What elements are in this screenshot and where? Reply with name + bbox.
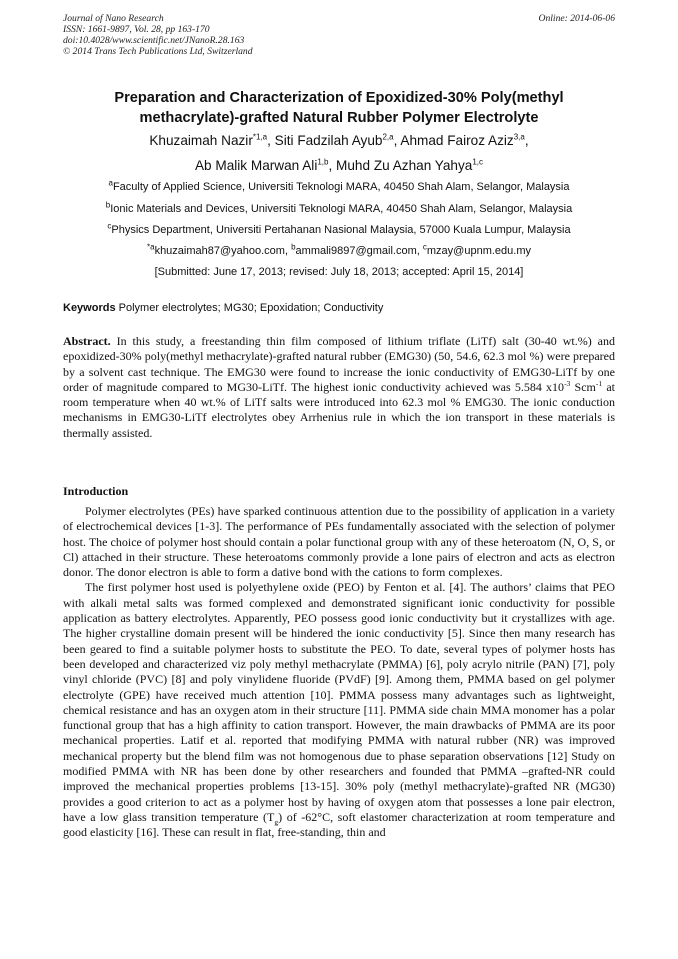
author-sep: , (328, 158, 337, 173)
paragraph (63, 580, 615, 840)
keywords-text: Polymer electrolytes; MG30; Epoxidation; Conductivity (118, 302, 384, 314)
author-emails: $^{*a}$khuzaimah87@yahoo.com, $^b$ammali9897@gmail.com, $^c$mzay@upnm.edu.my (147, 242, 531, 257)
paragraph-text: The first polymer host used is polyethylene oxide (PEO) by Fenton et al. [4]. The authors’ claims that PEO with alkali metal salts was formed complexed and demonstrated significant ionic conductivity for possible application as battery electrolytes. Apparently, PEO possess good ionic conductivity but it crystallizes with age. The higher crystalline domain present will be hindered the ionic conductivity [5]. Since then many research has been geared to find a suitable polymer hosts to substitute the PEO. To date, several types of polymer hosts has been developed and characterized viz poly methyl methacrylate (PMMA) [6], poly acrylo nitrile (PAN) [7], poly vinyl chloride (PVC) [8] and poly vinylidene fluoride (PVdF) [9]. Among them, PMMA based on gel polymer electrolyte (GPE) have received much attention [10]. PMMA possess many advantages such as lightweight, chemical resistance and has an oxygen atom in their structure [11]. PMMA side chain MMA monomer has a polar functional group that has a high affinity to cation transport. However, the main drawbacks of PMMA are its poor mechanical properties. Latif et al. reported that modifying PMMA with natural rubber (NR) was improved mechanical property but the blend film was not homogenous due to phase separation observations [12] Study on modified PMMA with NR has been done by other researchers and founded that PMMA –grafted-NR could improved the mechanical properties problems [13-15]. 30% poly (methyl methacrylate)-grafted NR (MG30) provides a good criterion to act as a polymer host by having of oxygen atom that possesses a lone pair electron, have a low glass transition temperature (T (63, 580, 615, 824)
keywords-label: Keywords (63, 302, 116, 314)
email-link[interactable]: ammali9897@gmail.com (295, 245, 417, 257)
introduction-body (63, 504, 615, 841)
paper-title (63, 88, 615, 128)
affiliation-text: Physics Department, Universiti Pertahanan Nasional Malaysia, 57000 Kuala Lumpur, Malaysia (111, 224, 571, 236)
abstract-text: In this study, a freestanding thin film composed of lithium triflate (LiTf) salt (30-40 wt.%) and epoxidized-30% poly(methyl methacrylate)-grafted natural rubber (EMG30) (50, 54.6, 62.3 mol %) were prepared by a solvent cast technique. The EMG30 were found to increase the ionic conductivity of EMG30-LiTf by one order of magnitude compared to MG30-LiTf. The highest ionic conductivity achieved was 5.584 x10 (63, 334, 615, 394)
author-line-2 (63, 153, 615, 178)
author-sup: 1,c (472, 157, 484, 167)
affiliation-text: Faculty of Applied Science, Universiti Teknologi MARA, 40450 Shah Alam, Selangor, Malaysia (112, 181, 570, 193)
email-sup: *a (147, 242, 155, 252)
abstract-exponent: -3 (564, 378, 571, 388)
section-heading: Introduction (63, 484, 129, 498)
subscript: g (274, 817, 279, 827)
author-sup: *1,a (252, 132, 268, 142)
submission-dates: [Submitted: June 17, 2013; revised: July 18, 2013; accepted: April 15, 2014] (154, 266, 524, 278)
paragraph-text: ) of -62°C, soft elastomer characterization at room temperature and good elasticity [16]. These can result in flat, free-standing, thin and (63, 809, 615, 840)
author-sep: , (267, 133, 275, 148)
affiliation-a (63, 178, 615, 193)
affiliation-text: Ionic Materials and Devices, Universiti Teknologi MARA, 40450 Shah Alam, Selangor, Malaysia (110, 203, 573, 215)
author-sup: 1,b (317, 157, 329, 167)
author-name: Muhd Zu Azhan Yahya (336, 158, 473, 173)
title-line-2: methacrylate)-grafted Natural Rubber Polymer Electrolyte (139, 110, 539, 126)
email-sup: b (291, 242, 296, 252)
email-sup: c (422, 242, 427, 252)
author-name: Ab Malik Marwan Ali (194, 158, 318, 173)
author-sep: , (393, 133, 401, 148)
title-line-1: Preparation and Characterization of Epoxidized-30% Poly(methyl (114, 90, 564, 106)
journal-copyright: © 2014 Trans Tech Publications Ltd, Switzerland (63, 46, 253, 57)
email-link[interactable]: khuzaimah87@yahoo.com (154, 245, 285, 257)
author-name: Siti Fadzilah Ayub (274, 133, 383, 148)
author-sep: , (524, 133, 529, 148)
journal-doi: doi:10.4028/www.scientific.net/JNanoR.28.163 (63, 35, 245, 46)
author-name: Ahmad Fairoz Aziz (400, 133, 514, 148)
affiliation-sup: c (107, 221, 112, 231)
author-list (63, 128, 615, 178)
affiliation-c (63, 221, 615, 236)
abstract-text: at room temperature when 40 wt.% of LiTf salts were introduced into 62.3 mol % EMG30. The ionic conduction mechanisms in EMG30-LiTf electrolytes obey Arrhenius rule in which the ion transport in these materials is thermally assisted. (63, 379, 615, 440)
author-name: Khuzaimah Nazir (149, 133, 253, 148)
affiliation-sup: a (108, 178, 113, 188)
abstract-exponent: -1 (595, 378, 603, 388)
abstract-text: Scm (570, 379, 596, 394)
journal-name: Journal of Nano Research (63, 13, 164, 24)
paragraph: Polymer electrolytes (PEs) have sparked continuous attention due to the possibility of application in a variety of electrochemical devices [1-3]. The performance of PEs fundamentally associated with the selection of polymer host. The choice of polymer host should contain a polar functional group with any of these heteroatom (N, O, S, or Cl) attached in their structure. These heteroatoms commonly provide a lone pairs of electron and acts as electron donor. The donor electron is able to form a dative bond with the cations to form complexes. (63, 504, 615, 580)
author-line-1 (63, 128, 615, 153)
abstract-label: Abstract. (63, 334, 111, 348)
abstract (63, 334, 615, 441)
journal-issn: ISSN: 1661-9897, Vol. 28, pp 163-170 (63, 24, 210, 35)
journal-header (63, 13, 253, 57)
affiliation-b (63, 200, 615, 215)
email-link[interactable]: mzay@upnm.edu.my (426, 245, 531, 257)
keywords (63, 302, 615, 314)
online-date: Online: 2014-06-06 (538, 13, 615, 24)
author-sup: 2,a (382, 132, 394, 142)
author-sup: 3,a (513, 132, 525, 142)
affiliation-sup: b (105, 200, 111, 210)
